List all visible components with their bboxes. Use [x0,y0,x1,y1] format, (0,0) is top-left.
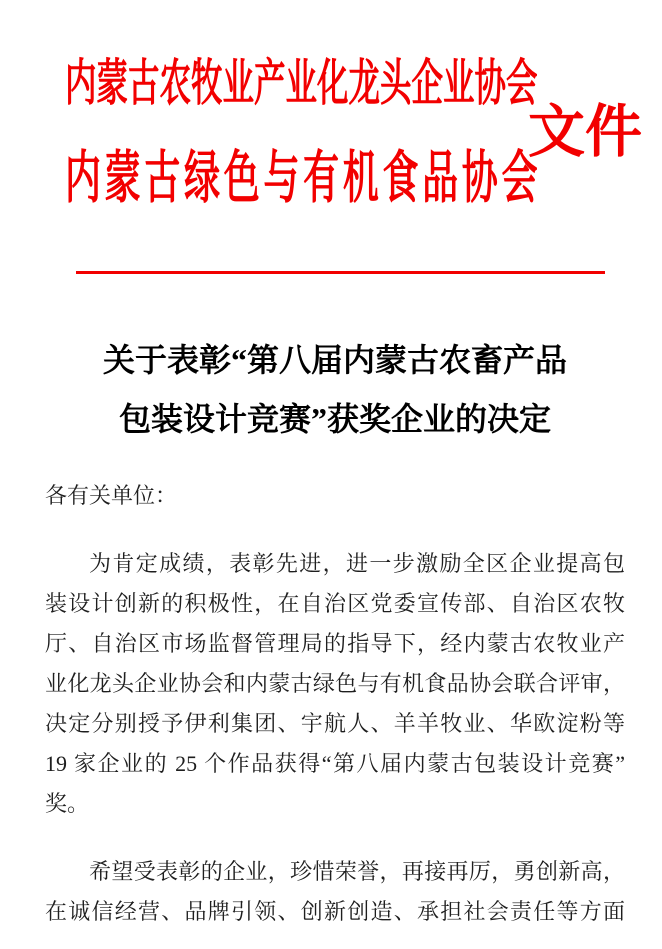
body-line: 厅、自治区市场监督管理局的指导下，经内蒙古农牧业产 [45,631,625,656]
body-line: 奖。 [45,791,90,816]
body-line: 业化龙头企业协会和内蒙古绿色与有机食品协会联合评审， [45,671,625,696]
body-line: 希望受表彰的企业，珍惜荣誉，再接再厉，勇创新高， [89,859,625,884]
body-line: 19 家企业的 25 个作品获得“第八届内蒙古包装设计竞赛” [45,751,625,776]
salutation: 各有关单位： [45,483,178,508]
document-title-line-2: 包装设计竞赛”获奖企业的决定 [118,401,551,437]
body-line: 决定分别授予伊利集团、宇航人、羊羊牧业、华欧淀粉等 [45,711,625,736]
org-name-line-1: 内蒙古农牧业产业化龙头企业协会 [65,55,538,111]
body-paragraph [45,852,625,932]
body-line: 装设计创新的积极性，在自治区党委宣传部、自治区农牧 [45,591,625,616]
letterhead [0,0,662,210]
body-paragraphs [45,544,625,932]
body-paragraph [45,544,625,824]
doc-type-label: 文件 [528,101,642,164]
body-line: 为肯定成绩，表彰先进，进一步激励全区企业提高包 [89,551,625,576]
body-line: 在诚信经营、品牌引领、创新创造、承担社会责任等方面 [45,899,625,924]
document-body [45,476,625,932]
red-divider-line [76,271,605,274]
document-title [45,331,625,449]
org-name-line-2: 内蒙古绿色与有机食品协会 [65,147,542,210]
document-title-line-1: 关于表彰“第八届内蒙古农畜产品 [102,342,567,378]
org-names [65,55,543,210]
